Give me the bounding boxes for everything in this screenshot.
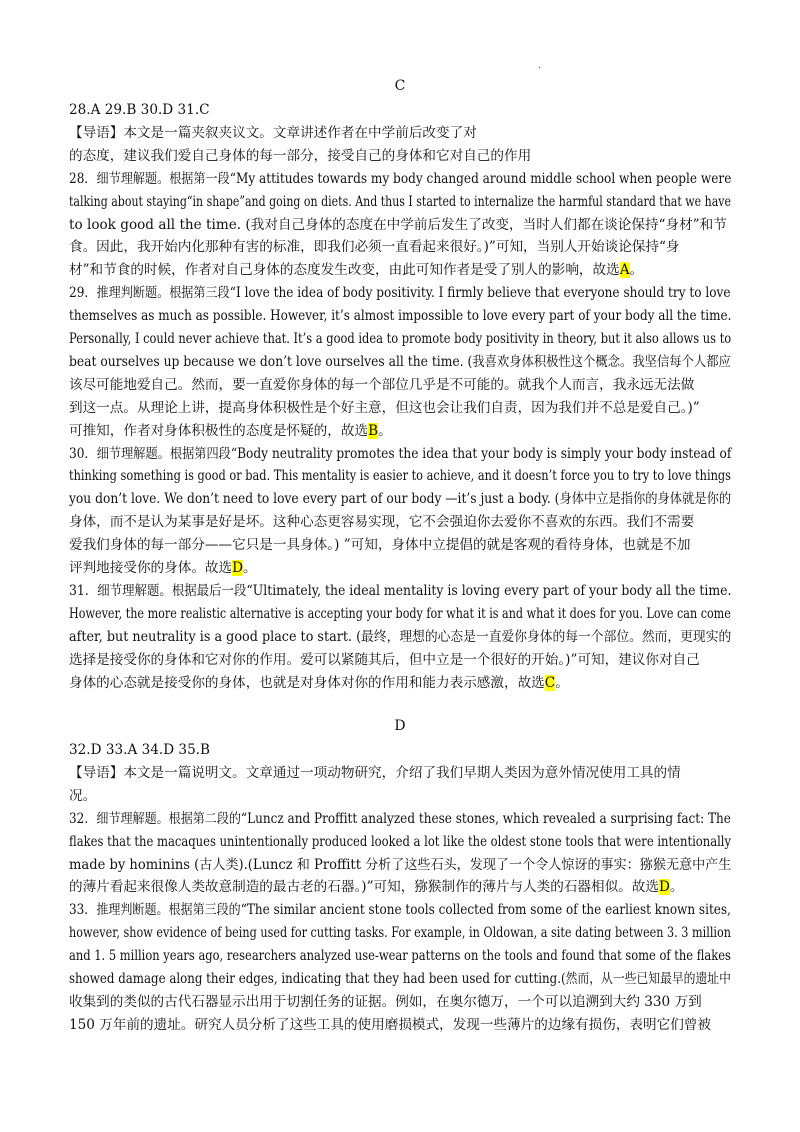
highlighted-answer: D [232, 560, 244, 576]
line-text: 33．推理判断题。根据第三段的“The similar ancient stone tools collected from some of the earliest known sites, [69, 902, 731, 919]
line-text: 评判地接受你的身体。故选 [69, 560, 233, 576]
text-line [69, 169, 731, 189]
text-line [69, 466, 731, 486]
text-line [69, 535, 691, 555]
section-heading-c: C [394, 78, 406, 94]
line-text: and 1. 5 million years ago, researchers analyzed use-wear patterns on the tools and found that some of the flakes [69, 948, 731, 965]
text-line [69, 900, 731, 920]
line-text: 30．细节理解题。根据第四段“Body neutrality promotes the idea that your body is simply your body instead of [69, 445, 732, 462]
text-line [69, 329, 731, 349]
text-line [69, 740, 210, 760]
line-text: However, the more realistic alternative is accepting your body for what it is and what it does for you. Love can come [69, 605, 731, 622]
line-text: to look good all the time. (我对自己身体的态度在中学前后发生了改变，当时人们都在谈论保持“身材”和节 [69, 216, 727, 233]
text-line [69, 100, 210, 120]
line-text: you don’t love. We don’t need to love every part of our body —it’s just a body. (身体中立是指你的身体就是你的 [69, 491, 732, 508]
line-text: themselves as much as possible. However, it’s almost impossible to love every part of your body all the time. [69, 308, 732, 325]
text-line [69, 146, 531, 166]
line-text: 32.D 33.A 34.D 35.B [69, 742, 211, 758]
line-text: 该尽可能地爱自己。然而，要一直爱你身体的每一个部位几乎是不可能的。就我个人而言，我永远无法做 [69, 376, 695, 393]
line-text: 【导语】本文是一篇说明文。文章通过一项动物研究，介绍了我们早期人类因为意外情况使用工具的情 [69, 764, 681, 781]
text-line [69, 123, 477, 143]
text-line [69, 375, 694, 395]
line-text: made by hominins (古人类).(Luncz 和 Proffitt 分析了这些石头，发现了一个令人惊讶的事实：猕猴无意中产生 [69, 856, 732, 873]
line-text: showed damage along their edges, indicating that they had been used for cutting.(然而，从一些已知最早的遗址中 [69, 971, 731, 987]
highlighted-answer: B [368, 422, 379, 439]
line-text: 32．细节理解题。根据第二段的“Luncz and Proffitt analyzed these stones, which revealed a surprising fact: The [69, 810, 731, 827]
line-text: Personally, I could never achieve that. It’s a good idea to promote body positivity in theory, but it also allows us to [69, 331, 732, 347]
text-line [69, 809, 731, 829]
line-text: 【导语】本文是一篇夹叙夹议文。文章讲述作者在中学前后改变了对 [69, 124, 477, 141]
line-text: flakes that the macaques unintentionally produced looked a lot like the oldest stone tools that were intentionally [69, 833, 732, 850]
text-line [69, 832, 731, 852]
text-line [69, 673, 569, 693]
line-text: 28.A 29.B 30.D 31.C [69, 102, 210, 118]
text-line [69, 946, 731, 966]
line-text: 29．推理判断题。根据第三段“I love the idea of body positivity. I firmly believe that everyone should try to love [69, 285, 731, 302]
line-tail: 。 [378, 422, 392, 439]
text-line [69, 786, 96, 806]
line-text: 身体，而不是认为某事是好是坏。这种心态更容易实现，它不会强迫你去爱你不喜欢的东西。我们不需要 [69, 514, 695, 531]
text-line [69, 283, 731, 303]
text-line [69, 969, 731, 989]
text-line [69, 877, 683, 897]
highlighted-answer: D [658, 879, 670, 896]
line-text: 收集到的类似的古代石器显示出用于切割任务的证据。例如，在奥尔德万，一个可以追溯到大约 330 万到 [69, 993, 702, 1010]
highlighted-answer: A [619, 262, 630, 279]
text-line [69, 512, 694, 532]
line-text: 150 万年前的遗址。研究人员分析了这些工具的使用磨损模式，发现一些薄片的边缘有损伤，表明它们曾被 [69, 1016, 711, 1033]
section-heading-d: D [394, 718, 406, 734]
line-tail: 。 [243, 560, 257, 576]
line-text: however, show evidence of being used for cutting tasks. For example, in Oldowan, a site dating between 3. 3 million [69, 925, 731, 942]
line-text: 材”和节食的时候，作者对自己身体的态度发生改变，由此可知作者是受了别人的影响，故选 [69, 262, 620, 279]
line-text: 的态度，建议我们爱自己身体的每一部分，接受自己的身体和它对自己的作用 [69, 147, 532, 164]
text-line [69, 581, 731, 601]
text-line [69, 489, 731, 509]
text-line [69, 260, 643, 280]
line-tail: 。 [555, 674, 569, 691]
text-line [69, 923, 731, 943]
text-line [69, 192, 731, 212]
line-text: 身体的心态就是接受你的身体，也就是对身体对你的作用和能力表示感激，故选 [69, 674, 545, 691]
line-text: thinking something is good or bad. This mentality is easier to achieve, and it doesn’t force you to try to love things [69, 468, 732, 485]
text-line [69, 306, 731, 326]
text-line [69, 1015, 711, 1035]
text-line [69, 627, 731, 647]
text-line [69, 855, 731, 875]
line-text: 爱我们身体的每一部分——它只是一具身体。) ”可知，身体中立提倡的就是客观的看待身体，也就是不加 [69, 537, 691, 554]
page-mark: . [538, 60, 542, 71]
text-line [69, 558, 257, 578]
line-text: 况。 [69, 787, 97, 804]
text-line [69, 421, 392, 441]
text-line [69, 398, 700, 418]
line-text: 28．细节理解题。根据第一段“My attitudes towards my body changed around middle school when people were [69, 170, 732, 187]
line-text: 31．细节理解题。根据最后一段“Ultimately, the ideal mentality is loving every part of your body all the time. [69, 582, 732, 599]
text-line [69, 215, 727, 235]
line-text: beat ourselves up because we don’t love ourselves all the time. (我喜欢身体积极性这个概念。我坚信每个人都应 [69, 353, 731, 370]
line-text: after, but neutrality is a good place to start. (最终，理想的心态是一直爱你身体的每一个部位。然而，更现实的 [69, 628, 732, 645]
line-text: 食。因此，我开始内化那种有害的标准，即我们必须一直看起来很好。)”可知，当别人开始谈论保持“身 [69, 239, 680, 256]
text-line [69, 444, 731, 464]
highlighted-answer: C [544, 674, 556, 691]
text-line [69, 650, 700, 670]
text-line [69, 352, 731, 372]
text-line [69, 763, 681, 783]
line-text: 可推知，作者对身体积极性的态度是怀疑的，故选 [69, 422, 369, 439]
line-tail: 。 [629, 262, 644, 279]
text-line [69, 992, 702, 1012]
text-line [69, 604, 731, 624]
line-text: 的薄片看起来很像人类故意制造的最古老的石器。)”可知，猕猴制作的薄片与人类的石器相似。故选 [69, 879, 659, 896]
line-text: 到这一点。从理论上讲，提高身体积极性是个好主意，但这也会让我们自责，因为我们并不总是爱自己。)” [69, 399, 700, 416]
text-line [69, 237, 680, 257]
line-text: talking about staying“in shape”and going on diets. And thus I started to internalize the harmful standard that we have [69, 193, 731, 210]
line-tail: 。 [669, 879, 684, 896]
line-text: 选择是接受你的身体和它对你的作用。爱可以紧随其后，但中立是一个很好的开始。)”可知，建议你对自己 [69, 651, 700, 668]
